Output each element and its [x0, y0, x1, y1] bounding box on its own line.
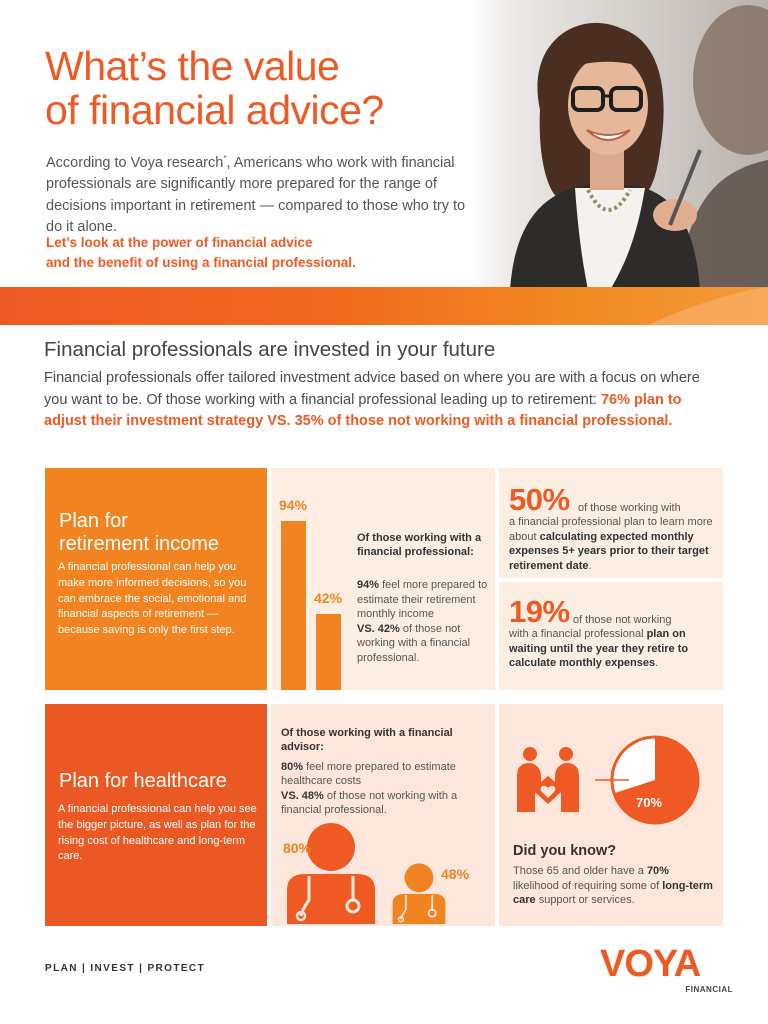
- hero-photo: [470, 0, 768, 290]
- callout-line-1: Let’s look at the power of financial advice: [46, 235, 313, 250]
- stat-50-lead: of those working with: [578, 502, 681, 514]
- stat-19-panel: [499, 582, 723, 690]
- pie-svg: [499, 704, 723, 834]
- retirement-income-body: A financial professional can help you make more informed decisions, so you can embrace the social, emotional and financial aspects of retirement — because saving is only the first step.: [58, 561, 247, 637]
- section-title: Financial professionals are invested in your future: [44, 338, 496, 361]
- stat-19-text-end: .: [655, 657, 659, 669]
- healthcare-stat-a: feel more prepared to estimate healthcare costs: [281, 761, 456, 788]
- income-note-vs42: VS. 42%: [357, 622, 400, 635]
- doctor-icons-svg: [271, 704, 495, 926]
- stat-19-text-plain: with a financial professional: [509, 628, 647, 640]
- long-term-care-panel: [499, 704, 723, 926]
- doctor-body-1: [393, 894, 446, 924]
- doctor-head-1: [405, 863, 434, 892]
- intro-text-1: According to Voya research: [46, 154, 224, 171]
- woman-smiling-illustration: [470, 0, 768, 290]
- retirement-income-panel: [45, 468, 267, 690]
- intro-footnote-mark: *: [223, 154, 227, 163]
- income-note-a: feel more prepared to estimate their retirement monthly income: [357, 579, 488, 620]
- healthcare-title: Plan for healthcare: [59, 770, 227, 792]
- stat-50-text: [509, 515, 717, 573]
- healthcare-stat-heading: Of those working with a financial advisor:: [281, 727, 453, 753]
- income-note-b: of those not working with a financial professional.: [357, 622, 471, 664]
- income-bar-chart-panel: [271, 468, 495, 690]
- stat-19-text-bold: plan on waiting until the year they retire to calculate monthly expenses: [509, 628, 689, 669]
- footer-tagline: PLAN | INVEST | PROTECT: [45, 963, 206, 974]
- healthcare-stat-80: 80%: [281, 761, 304, 773]
- logo-wordmark: VOYA: [600, 943, 701, 985]
- section-body-text: Financial professionals offer tailored investment advice based on where you are with a focus on where you want to be. Of those working with a financial professional leading up to retirement:: [44, 370, 700, 408]
- stat-50-text-end: .: [588, 559, 592, 572]
- stat-19-text: [509, 627, 717, 671]
- stat-50-panel: [499, 468, 723, 578]
- section-body-highlight: 76% plan to adjust their investment strategy VS. 35% of those not working with a financial professional.: [44, 391, 682, 429]
- income-chart-heading: Of those working with a financial professional:: [357, 532, 482, 558]
- care-text-ltc: long-term care: [513, 879, 713, 906]
- hero: [0, 0, 768, 290]
- band-arc-decoration: [648, 287, 768, 325]
- bar-label-1: 42%: [314, 590, 343, 607]
- logo-subtitle: FINANCIAL: [685, 985, 733, 994]
- callout-line-2: and the benefit of using a financial professional.: [46, 255, 356, 270]
- care-text-b: likelihood of requiring some of: [513, 879, 663, 892]
- retirement-income-title-line-2: retirement income: [59, 533, 220, 555]
- healthcare-stat-panel: [271, 704, 495, 926]
- intro-text-2: , Americans who work with financial professionals are significantly more prepared for the range of decisions important in retirement — compared to those who try to do it alone.: [46, 154, 466, 236]
- page-title: [45, 44, 475, 132]
- retirement-income-title: [59, 510, 219, 556]
- healthcare-body: A financial professional can help you see the bigger picture, as well as plan for the rising cost of healthcare and long-term care.: [58, 803, 257, 863]
- income-chart-note: [357, 578, 489, 665]
- voya-logo[interactable]: [600, 944, 735, 994]
- income-note-94: 94%: [357, 579, 380, 591]
- bar-0: [281, 521, 306, 690]
- retirement-income-title-line-1: Plan for: [59, 510, 128, 532]
- care-text-c: support or services.: [535, 894, 635, 906]
- stat-50-text-plain: a financial professional plan to learn more about: [509, 516, 713, 543]
- did-you-know-heading: Did you know?: [513, 843, 617, 859]
- care-text-a: Those 65 and older have a: [513, 865, 647, 877]
- intro-paragraph: [46, 148, 476, 239]
- stat-50-value: 50%: [509, 482, 570, 517]
- stat-50-text-bold: calculating expected monthly expenses 5+ years prior to their target retirement date: [509, 530, 709, 572]
- bar-1: [316, 614, 341, 690]
- doctor-icon-0: [287, 823, 375, 924]
- doctor-head-0: [307, 823, 355, 871]
- did-you-know-text: [513, 864, 713, 908]
- care-text-70: 70%: [646, 865, 669, 877]
- intro-callout: [46, 233, 476, 273]
- doctor-icon-1: [393, 863, 446, 924]
- doctor-label-0: 80%: [283, 840, 312, 856]
- pie-slice-label: 70%: [636, 795, 663, 810]
- bar-label-0: 94%: [279, 496, 308, 513]
- stat-19-value: 19%: [509, 594, 570, 629]
- healthcare-stat-b: of those not working with a financial professional.: [281, 789, 458, 816]
- title-line-2: of financial advice?: [45, 87, 384, 133]
- section-body: [44, 368, 724, 433]
- healthcare-stat-vs48: VS. 48%: [281, 789, 324, 802]
- orange-divider-band: [0, 287, 768, 325]
- healthcare-panel: [45, 704, 267, 926]
- title-line-1: What’s the value: [45, 43, 340, 89]
- doctor-label-1: 48%: [441, 866, 470, 882]
- stat-19-lead: of those not working: [573, 614, 672, 626]
- doctor-body-0: [287, 874, 375, 924]
